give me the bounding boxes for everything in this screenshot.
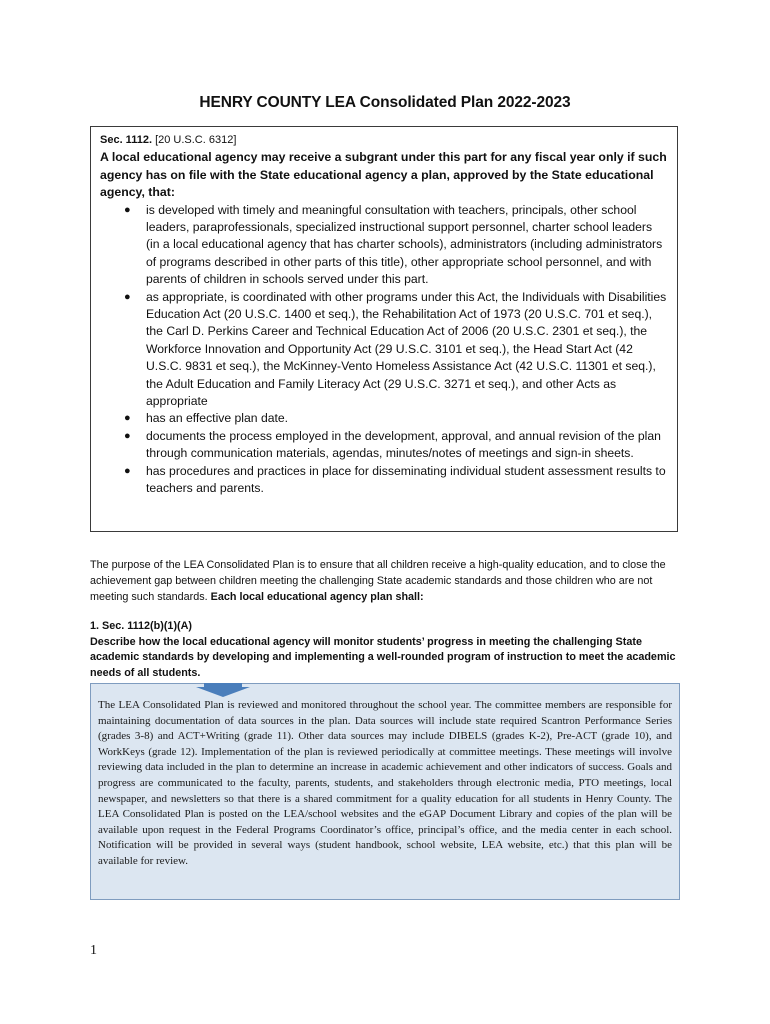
down-arrow-icon: [196, 683, 250, 697]
section-reference: [100, 133, 667, 148]
bullet-icon: ●: [124, 412, 131, 425]
bullet-icon: ●: [124, 290, 131, 303]
response-text: The LEA Consolidated Plan is reviewed and monitored throughout the school year. The committee members are responsible for maintaining documentation of data sources in the plan. Data sources will include state required Scantron Performance Series (grades 3-8) and ACT+Writing (grade 11). Other data sources may include DIBELS (grades K-2), Pre-ACT (grade 10), and WorkKeys (grade 12). Implementation of the plan is reviewed periodically at committee meetings. These meetings will involve reviewing data included in the plan to determine an increase in academic achievement and other indicators of success. Goals and progress are communicated to the faculty, parents, students, and stakeholders through electronic media, PTO meetings, local newspaper, and newsletters so that there is a shared commitment for a quality education for all students in Henry County. The LEA Consolidated Plan is posted on the LEA/school websites and the eGAP Document Library and copies of the plan will be available upon request in the Federal Programs Coordinator’s office, principal’s office, and the media center in each school. Notification will be provided in several ways (student handbook, school website, LEA website, etc.) that this plan will be available for review.: [98, 699, 672, 867]
list-item: [124, 410, 667, 427]
statute-box: [90, 126, 678, 532]
purpose-paragraph: [90, 557, 684, 605]
requirement-description: Describe how the local educational agency will monitor students’ progress in meeting the challenging State academic standards by developing and implementing a well-rounded program of instruction to meet the academic needs of all students.: [90, 635, 676, 679]
bullet-icon: ●: [124, 464, 131, 477]
bullet-icon: ●: [124, 203, 131, 216]
response-box[interactable]: [90, 683, 680, 900]
statute-lead: A local educational agency may receive a subgrant under this part for any fiscal year only if such agency has on file with the State educational agency a plan, approved by the State educational agency, that:: [100, 150, 667, 199]
list-item: [124, 428, 667, 463]
bullet-text: is developed with timely and meaningful consultation with teachers, principals, other school leaders, paraprofessionals, specialized instructional support personnel, charter school leaders (in a local educational agency that has charter schools), administrators (including administrators of programs described in other parts of this title), other appropriate school personnel, and with parents of children in schools served under this part.: [146, 202, 663, 287]
requirement-heading: [90, 619, 684, 681]
bullet-text: has procedures and practices in place for disseminating individual student assessment results to teachers and parents.: [146, 463, 666, 495]
list-item: [124, 202, 667, 289]
bullet-text: as appropriate, is coordinated with other programs under this Act, the Individuals with Disabilities Education Act (20 U.S.C. 1400 et seq.), the Rehabilitation Act of 1973 (20 U.S.C. 701 et seq.), the Carl D. Perkins Career and Technical Education Act of 2006 (20 U.S.C. 2301 et seq.), the Workforce Innovation and Opportunity Act (29 U.S.C. 3101 et seq.), the Head Start Act (42 U.S.C. 9831 et seq.), the McKinney-Vento Homeless Assistance Act (42 U.S.C. 11301 et seq.), the Adult Education and Family Literacy Act (29 U.S.C. 3271 et seq.), and other Acts as appropriate: [146, 289, 667, 408]
list-item: [124, 463, 667, 498]
down-arrow-shape: [196, 683, 250, 697]
purpose-text: The purpose of the LEA Consolidated Plan is to ensure that all children receive a high-quality education, and to close the achievement gap between children meeting the challenging State academic standards and those children who are not meeting such standards.: [90, 559, 666, 603]
list-item: [124, 289, 667, 411]
section-label: Sec. 1112.: [100, 134, 152, 146]
page-title: HENRY COUNTY LEA Consolidated Plan 2022-2023: [199, 94, 571, 111]
statute-bullet-list: [100, 202, 667, 498]
bullet-text: has an effective plan date.: [146, 411, 289, 426]
requirement-section-label: Sec. 1112(b)(1)(A): [102, 620, 193, 632]
purpose-emphasis: Each local educational agency plan shall:: [210, 591, 424, 603]
section-citation: [20 U.S.C. 6312]: [155, 134, 237, 146]
requirement-number: 1.: [90, 620, 100, 632]
page-number: 1: [90, 943, 97, 958]
bullet-icon: ●: [124, 429, 131, 442]
requirement-section: [90, 619, 684, 635]
bullet-text: documents the process employed in the development, approval, and annual revision of the plan through communication materials, agendas, minutes/notes of meetings and sign-in sheets.: [146, 428, 661, 461]
